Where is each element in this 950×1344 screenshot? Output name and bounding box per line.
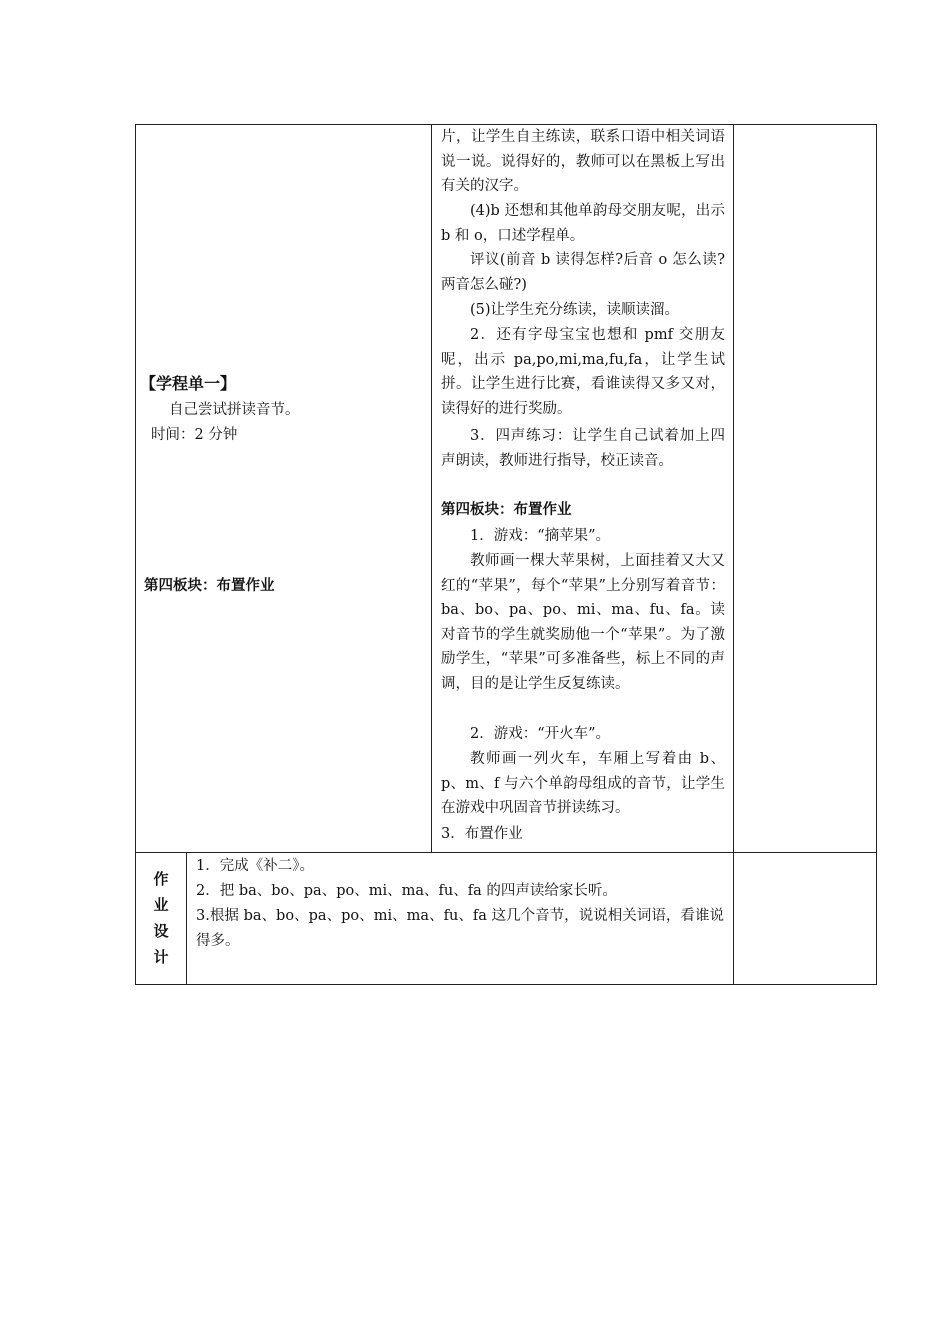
game-2-title: 2．游戏：“开火车”。 [470, 726, 611, 742]
learning-sheet-task: 自己尝试拼读音节。 [169, 402, 300, 418]
step-text-6: 3．四声练习：让学生自己试着加上四声朗读，教师进行指导，校正读音。 [441, 428, 725, 469]
step-text-3: 评议(前音 b 读得怎样?后音 o 怎么读?两音怎么碰?) [441, 252, 725, 293]
homework-item-3: 3.根据 ba、bo、pa、po、mi、ma、fu、fa 这几个音节，说说相关词语，看谁说得多。 [196, 908, 724, 949]
game-1-title: 1．游戏：“摘苹果”。 [470, 528, 611, 544]
game-2-text: 教师画一列火车，车厢上写着由 b、p、m、f 与六个单韵母组成的音节，让学生在游戏中巩固音节拼读练习。 [441, 751, 725, 817]
homework-item-2: 2．把 ba、bo、pa、po、mi、ma、fu、fa 的四声读给家长听。 [196, 883, 617, 899]
homework-item-1: 1．完成《补二》。 [196, 858, 314, 874]
homework-label-char: 业 [153, 896, 169, 914]
homework-label-char: 作 [153, 870, 169, 888]
row-divider [135, 852, 877, 853]
learning-sheet-time: 时间：2 分钟 [151, 427, 238, 443]
left-section-title: 第四板块：布置作业 [144, 578, 275, 594]
homework-label [136, 866, 186, 970]
game-1-text: 教师画一棵大苹果树，上面挂着又大又红的“苹果”，每个“苹果”上分别写着音节：ba、bo、pa、po、mi、ma、fu、fa。读对音节的学生就奖励他一个“苹果”。为了激励学生，“苹果”可多准备些，标上不同的声调，目的是让学生反复练读。 [441, 553, 725, 692]
step-text-5: 2．还有字母宝宝也想和 pmf 交朋友呢，出示 pa,po,mi,ma,fu,fa，让学生试拼。让学生进行比赛，看谁读得又多又对，读得好的进行奖励。 [441, 327, 725, 417]
col-divider-2 [733, 124, 734, 985]
homework-label-char: 设 [153, 922, 169, 940]
step-text-4: (5)让学生充分练读，读顺读溜。 [470, 302, 680, 318]
step-text-1: 片，让学生自主练读，联系口语中相关词语说一说。说得好的，教师可以在黑板上写出有关的汉字。 [441, 129, 725, 195]
label-divider [186, 852, 187, 985]
step-assign-homework: 3．布置作业 [441, 826, 523, 842]
col-divider-1 [431, 124, 432, 852]
middle-section-title: 第四板块：布置作业 [441, 502, 572, 518]
learning-sheet-heading: 【学程单一】 [140, 374, 237, 393]
homework-label-char: 计 [153, 948, 169, 966]
step-text-2: (4)b 还想和其他单韵母交朋友呢，出示 b 和 o，口述学程单。 [441, 203, 725, 244]
